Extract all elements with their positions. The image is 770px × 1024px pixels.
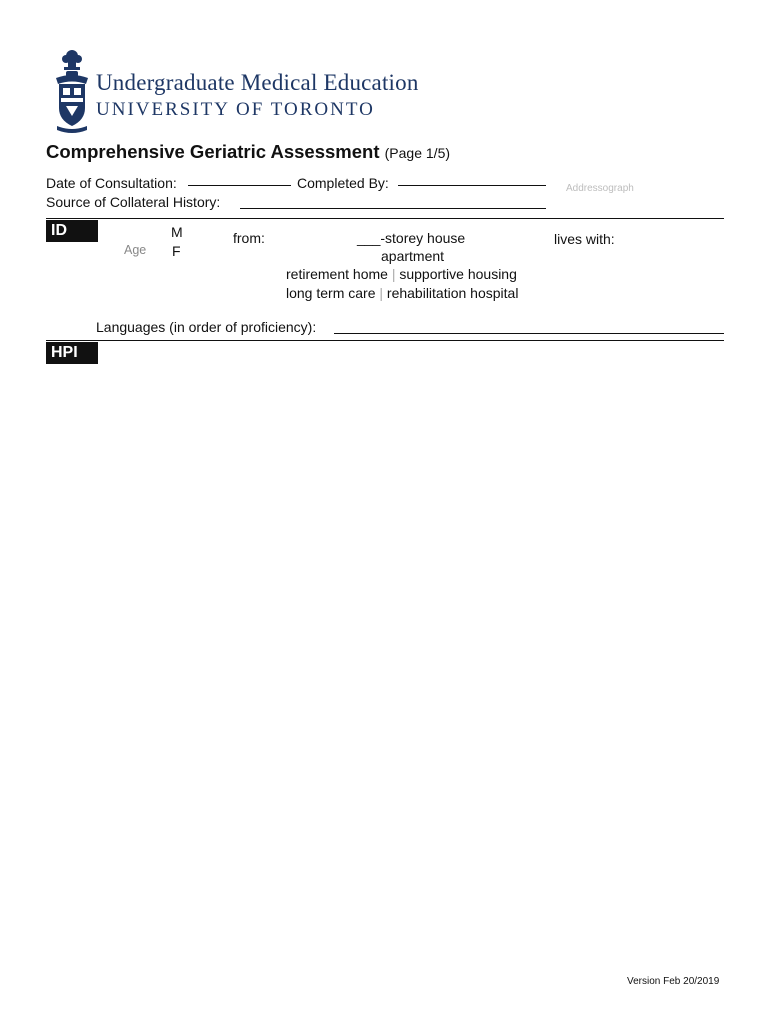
housing-supportive-housing[interactable]: supportive housing xyxy=(399,266,517,282)
version-footer: Version Feb 20/2019 xyxy=(627,976,720,987)
page-indicator: (Page 1/5) xyxy=(384,145,451,161)
org-name-line2: UNIVERSITY OF TORONTO xyxy=(96,99,375,120)
housing-ltc-row xyxy=(286,285,518,301)
from-label: from: xyxy=(233,230,265,246)
hpi-section-rule xyxy=(46,340,724,341)
date-of-consultation-field[interactable] xyxy=(188,185,291,186)
collateral-history-label: Source of Collateral History: xyxy=(46,194,221,210)
housing-long-term-care[interactable]: long term care xyxy=(286,285,376,301)
completed-by-label: Completed By: xyxy=(297,175,389,191)
housing-storey-house[interactable]: ___-storey house xyxy=(357,230,466,246)
org-name-line1: Undergraduate Medical Education xyxy=(96,70,419,95)
lives-with-label: lives with: xyxy=(554,231,615,247)
age-label: Age xyxy=(124,243,147,257)
hpi-section-tag: HPI xyxy=(46,342,98,364)
sex-option-f[interactable]: F xyxy=(172,243,181,259)
id-section-tag: ID xyxy=(46,220,98,242)
date-of-consultation-label: Date of Consultation: xyxy=(46,175,177,191)
housing-retirement-home[interactable]: retirement home xyxy=(286,266,388,282)
languages-label: Languages (in order of proficiency): xyxy=(96,319,317,335)
form-title xyxy=(46,141,450,163)
addressograph-placeholder: Addressograph xyxy=(566,183,634,194)
form-title-text: Comprehensive Geriatric Assessment xyxy=(46,141,380,162)
languages-field[interactable] xyxy=(334,333,724,334)
housing-rehabilitation-hospital[interactable]: rehabilitation hospital xyxy=(386,285,519,301)
housing-retirement-row xyxy=(286,266,517,282)
sex-option-m[interactable]: M xyxy=(171,224,183,240)
completed-by-field[interactable] xyxy=(398,185,546,186)
university-crest-logo xyxy=(54,48,90,139)
id-section-rule xyxy=(46,218,724,219)
housing-separator: | xyxy=(391,266,396,282)
housing-apartment[interactable]: apartment xyxy=(381,248,445,264)
collateral-history-field[interactable] xyxy=(240,208,546,209)
housing-separator: | xyxy=(379,285,384,301)
hpi-text-area[interactable] xyxy=(100,345,724,945)
